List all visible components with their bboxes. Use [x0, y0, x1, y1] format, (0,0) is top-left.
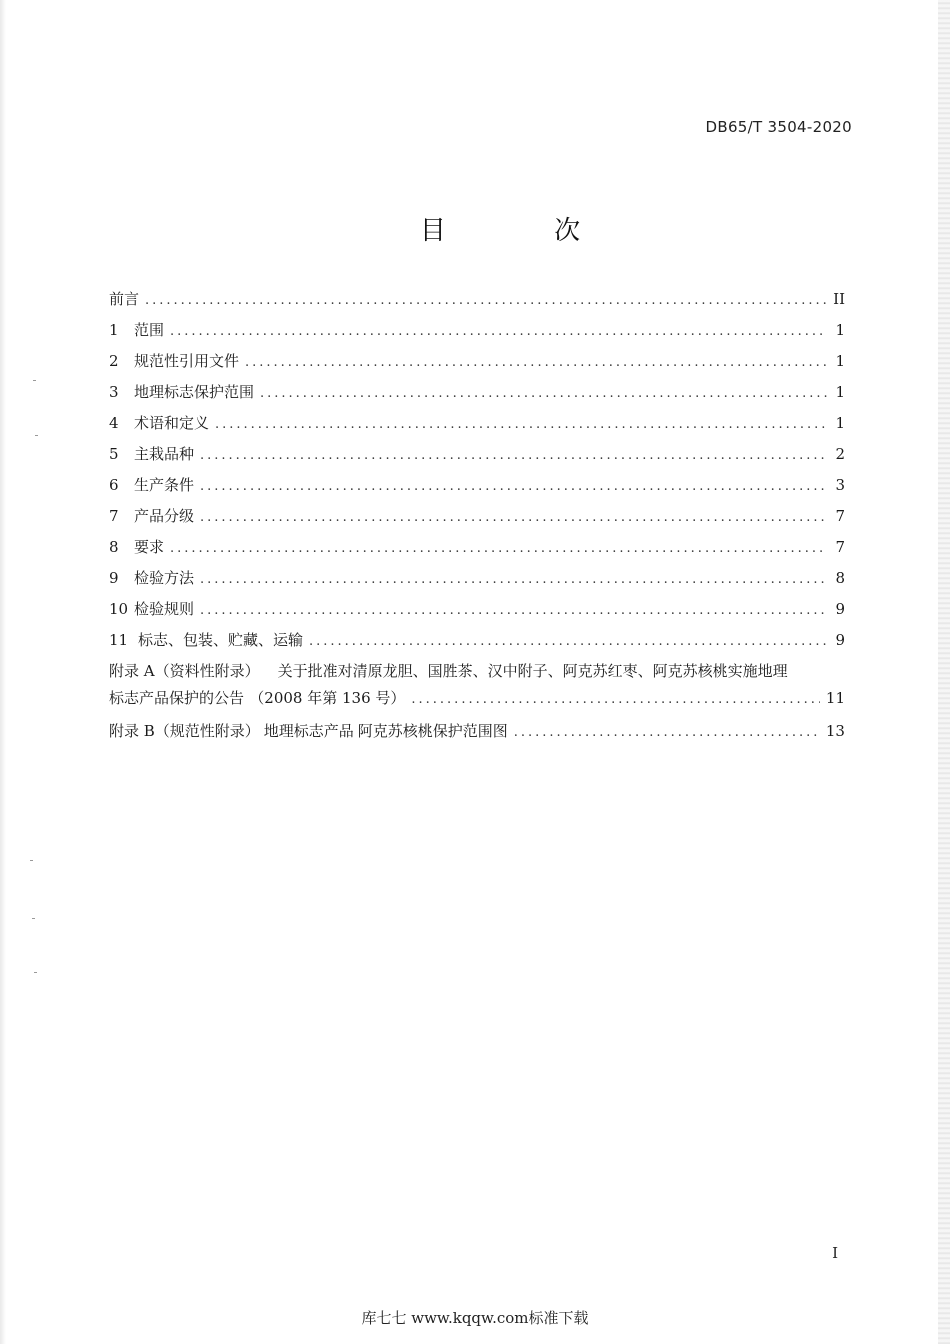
toc-entry-label: 生产条件	[134, 476, 195, 494]
toc-entry-marking-packaging[interactable]	[109, 629, 845, 660]
dot-leader	[309, 634, 827, 649]
appendix-a-line1	[109, 660, 845, 687]
toc-entry-label: 检验规则	[134, 600, 195, 618]
toc-entry-number: 7	[109, 507, 119, 525]
toc-entry-page: II	[833, 290, 845, 308]
toc-entry-production-conditions[interactable]	[109, 474, 845, 505]
toc-entry-number: 3	[109, 383, 119, 401]
toc-entry-label: 规范性引用文件	[134, 352, 240, 370]
dot-leader	[215, 417, 827, 432]
toc-entry-page: 11	[825, 689, 845, 707]
dot-leader	[200, 603, 827, 618]
toc-entry-page: 1	[835, 383, 845, 401]
toc-entry-page: 1	[835, 414, 845, 432]
toc-entry-label: 要求	[134, 538, 165, 556]
appendix-a-line2	[109, 687, 845, 720]
scan-edge-right	[938, 0, 950, 1344]
toc-entry-scope[interactable]	[109, 319, 845, 350]
toc-entry-page: 3	[835, 476, 845, 494]
toc-entry-appendix-a[interactable]	[109, 660, 845, 720]
dot-leader	[411, 692, 820, 707]
dot-leader	[260, 386, 827, 401]
toc-entry-number: 8	[109, 538, 119, 556]
scan-speck	[35, 435, 38, 436]
toc-entry-page: 9	[835, 631, 845, 649]
toc-entry-terms[interactable]	[109, 412, 845, 443]
appendix-b-label2: 阿克苏核桃保护范围图	[357, 722, 508, 740]
toc-entry-number: 1	[109, 321, 119, 339]
toc-entry-page: 1	[835, 321, 845, 339]
toc-entry-number: 6	[109, 476, 119, 494]
toc-entry-number: 10	[109, 600, 129, 618]
toc-entry-inspection-rules[interactable]	[109, 598, 845, 629]
toc-entry-page: 7	[835, 538, 845, 556]
dot-leader	[200, 572, 827, 587]
dot-leader	[514, 725, 820, 740]
toc-entry-number: 9	[109, 569, 119, 587]
toc-title: 目 次	[419, 216, 631, 246]
toc-entry-page: 8	[835, 569, 845, 587]
appendix-a-title-line1: 关于批准对清原龙胆、国胜茶、汉中附子、阿克苏红枣、阿克苏核桃实施地理	[277, 662, 788, 680]
toc-entry-page: 13	[825, 722, 845, 740]
scan-speck	[33, 380, 36, 381]
scan-speck	[30, 860, 33, 861]
toc-entry-protection-area[interactable]	[109, 381, 845, 412]
toc-entry-page: 9	[835, 600, 845, 618]
toc-entry-appendix-b[interactable]	[109, 720, 845, 751]
dot-leader	[170, 541, 827, 556]
dot-leader	[245, 355, 827, 370]
appendix-a-note: （2008 年第 136 号）	[249, 689, 406, 707]
toc-entry-number: 4	[109, 414, 119, 432]
toc-entry-number: 5	[109, 445, 119, 463]
dot-leader	[145, 293, 827, 308]
toc-entry-label: 主栽品种	[134, 445, 195, 463]
toc-entry-label: 前言	[109, 290, 140, 308]
dot-leader	[200, 510, 827, 525]
toc-entry-foreword[interactable]	[109, 288, 845, 319]
toc-entry-label: 地理标志保护范围	[134, 383, 255, 401]
dot-leader	[200, 448, 827, 463]
dot-leader	[200, 479, 827, 494]
dot-leader	[170, 324, 827, 339]
toc-entry-normative-references[interactable]	[109, 350, 845, 381]
appendix-b-label: 地理标志产品	[263, 722, 354, 740]
toc-entry-label: 产品分级	[134, 507, 195, 525]
appendix-b-prefix: 附录 B（规范性附录）	[109, 722, 260, 740]
toc-entry-requirements[interactable]	[109, 536, 845, 567]
footer-watermark: 库七七 www.kqqw.com标准下载	[361, 1309, 589, 1327]
scan-speck	[34, 972, 37, 973]
toc-entry-page: 2	[835, 445, 845, 463]
document-code: DB65/T 3504-2020	[705, 118, 852, 136]
table-of-contents	[109, 288, 845, 751]
toc-entry-varieties[interactable]	[109, 443, 845, 474]
toc-entry-grading[interactable]	[109, 505, 845, 536]
toc-entry-label: 范围	[134, 321, 165, 339]
toc-entry-label: 标志、包装、贮藏、运输	[138, 631, 304, 649]
toc-entry-test-methods[interactable]	[109, 567, 845, 598]
toc-entry-label: 检验方法	[134, 569, 195, 587]
toc-entry-number: 2	[109, 352, 119, 370]
appendix-a-title-line2: 标志产品保护的公告	[109, 689, 245, 707]
appendix-a-prefix: 附录 A（资料性附录）	[109, 662, 260, 680]
page-number: I	[832, 1244, 838, 1262]
toc-entry-label: 术语和定义	[134, 414, 210, 432]
toc-entry-number: 11	[109, 631, 129, 649]
toc-entry-page: 7	[835, 507, 845, 525]
scan-speck	[32, 918, 35, 919]
toc-entry-page: 1	[835, 352, 845, 370]
scan-edge-left	[0, 0, 6, 1344]
